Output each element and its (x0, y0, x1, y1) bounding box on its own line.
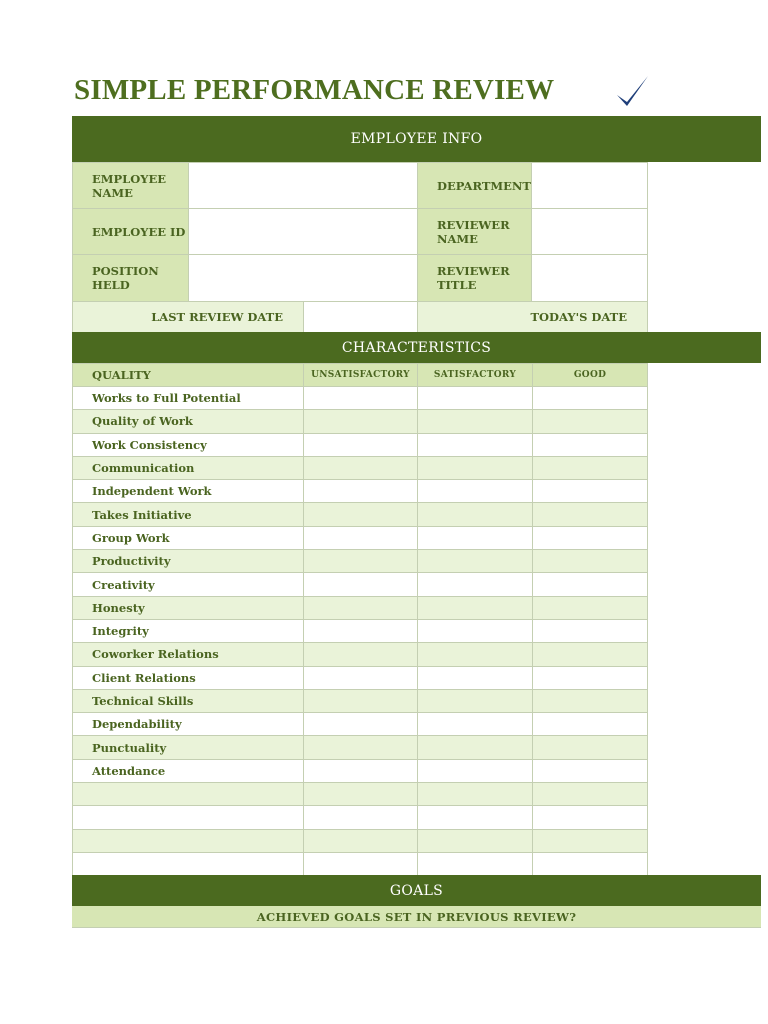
characteristics-header-label: CHARACTERISTICS (341, 339, 492, 356)
checkmark-icon (614, 73, 654, 113)
quality-label: Quality of Work (73, 410, 304, 433)
satisfactory-rating-cell[interactable] (418, 503, 533, 526)
good-rating-cell[interactable] (533, 503, 648, 526)
satisfactory-rating-cell[interactable] (418, 713, 533, 736)
table-row (73, 806, 648, 829)
quality-label: Punctuality (73, 736, 304, 759)
good-rating-cell[interactable] (533, 526, 648, 549)
todays-date-label: TODAY'S DATE (418, 302, 648, 333)
reviewer-name-field[interactable] (532, 209, 648, 255)
quality-label: Productivity (73, 550, 304, 573)
quality-label: Technical Skills (73, 689, 304, 712)
goals-header (72, 875, 761, 906)
table-row (73, 550, 648, 573)
unsatisfactory-rating-cell[interactable] (304, 503, 418, 526)
satisfactory-rating-cell[interactable] (418, 643, 533, 666)
unsatisfactory-rating-cell[interactable] (304, 689, 418, 712)
satisfactory-rating-cell[interactable] (418, 573, 533, 596)
employee-info-header-label: EMPLOYEE INFO (350, 131, 483, 147)
unsatisfactory-rating-cell[interactable] (304, 829, 418, 852)
good-rating-cell[interactable] (533, 550, 648, 573)
characteristics-table (72, 363, 648, 876)
quality-label: Honesty (73, 596, 304, 619)
employee-id-label: EMPLOYEE ID (73, 209, 189, 255)
quality-label: Attendance (73, 759, 304, 782)
table-row (73, 387, 648, 410)
quality-label: Takes Initiative (73, 503, 304, 526)
satisfactory-rating-cell[interactable] (418, 852, 533, 875)
goals-question-bar (72, 906, 761, 928)
employee-info-header (72, 116, 761, 162)
satisfactory-column-header: SATISFACTORY (418, 364, 533, 387)
quality-label: Group Work (73, 526, 304, 549)
unsatisfactory-rating-cell[interactable] (304, 736, 418, 759)
unsatisfactory-rating-cell[interactable] (304, 852, 418, 875)
satisfactory-rating-cell[interactable] (418, 550, 533, 573)
table-row (73, 503, 648, 526)
unsatisfactory-rating-cell[interactable] (304, 550, 418, 573)
table-row (73, 852, 648, 875)
quality-column-header: QUALITY (73, 364, 304, 387)
employee-info-table (72, 162, 648, 302)
good-rating-cell[interactable] (533, 852, 648, 875)
unsatisfactory-rating-cell[interactable] (304, 759, 418, 782)
last-review-date-label: LAST REVIEW DATE (73, 302, 304, 333)
reviewer-title-field[interactable] (532, 255, 648, 302)
quality-rows (73, 387, 648, 876)
quality-label: Dependability (73, 713, 304, 736)
satisfactory-rating-cell[interactable] (418, 666, 533, 689)
table-row (73, 410, 648, 433)
page-title: SIMPLE PERFORMANCE REVIEW (74, 74, 555, 106)
quality-label: Integrity (73, 619, 304, 642)
satisfactory-rating-cell[interactable] (418, 736, 533, 759)
reviewer-name-label: REVIEWER NAME (418, 209, 532, 255)
quality-label: Work Consistency (73, 433, 304, 456)
good-rating-cell[interactable] (533, 829, 648, 852)
reviewer-title-label: REVIEWER TITLE (418, 255, 532, 302)
table-row (73, 480, 648, 503)
unsatisfactory-rating-cell[interactable] (304, 666, 418, 689)
satisfactory-rating-cell[interactable] (418, 526, 533, 549)
quality-label: Independent Work (73, 480, 304, 503)
good-rating-cell[interactable] (533, 480, 648, 503)
satisfactory-rating-cell[interactable] (418, 480, 533, 503)
good-rating-cell[interactable] (533, 387, 648, 410)
department-field[interactable] (532, 163, 648, 209)
quality-label: Works to Full Potential (73, 387, 304, 410)
quality-label: Coworker Relations (73, 643, 304, 666)
satisfactory-rating-cell[interactable] (418, 596, 533, 619)
department-label: DEPARTMENT (418, 163, 532, 209)
table-row (73, 689, 648, 712)
table-row (73, 783, 648, 806)
unsatisfactory-rating-cell[interactable] (304, 783, 418, 806)
satisfactory-rating-cell[interactable] (418, 759, 533, 782)
good-rating-cell[interactable] (533, 573, 648, 596)
goals-question-label: ACHIEVED GOALS SET IN PREVIOUS REVIEW? (256, 909, 577, 924)
good-rating-cell[interactable] (533, 736, 648, 759)
good-rating-cell[interactable] (533, 410, 648, 433)
quality-label (73, 806, 304, 829)
satisfactory-rating-cell[interactable] (418, 689, 533, 712)
unsatisfactory-rating-cell[interactable] (304, 713, 418, 736)
unsatisfactory-rating-cell[interactable] (304, 573, 418, 596)
last-review-date-field[interactable] (304, 302, 418, 333)
good-rating-cell[interactable] (533, 666, 648, 689)
satisfactory-rating-cell[interactable] (418, 433, 533, 456)
goals-header-label: GOALS (389, 882, 444, 899)
unsatisfactory-rating-cell[interactable] (304, 643, 418, 666)
good-rating-cell[interactable] (533, 619, 648, 642)
good-rating-cell[interactable] (533, 596, 648, 619)
position-held-label: POSITION HELD (73, 255, 189, 302)
table-row (73, 713, 648, 736)
good-column-header: GOOD (533, 364, 648, 387)
unsatisfactory-rating-cell[interactable] (304, 410, 418, 433)
satisfactory-rating-cell[interactable] (418, 410, 533, 433)
unsatisfactory-rating-cell[interactable] (304, 526, 418, 549)
unsatisfactory-column-header: UNSATISFACTORY (304, 364, 418, 387)
table-row (73, 759, 648, 782)
good-rating-cell[interactable] (533, 713, 648, 736)
table-row (73, 643, 648, 666)
good-rating-cell[interactable] (533, 783, 648, 806)
good-rating-cell[interactable] (533, 806, 648, 829)
table-row (73, 619, 648, 642)
satisfactory-rating-cell[interactable] (418, 783, 533, 806)
table-row (73, 433, 648, 456)
table-row (73, 666, 648, 689)
employee-name-field[interactable] (189, 163, 418, 209)
unsatisfactory-rating-cell[interactable] (304, 433, 418, 456)
table-row (73, 526, 648, 549)
unsatisfactory-rating-cell[interactable] (304, 480, 418, 503)
quality-label (73, 783, 304, 806)
good-rating-cell[interactable] (533, 759, 648, 782)
good-rating-cell[interactable] (533, 433, 648, 456)
satisfactory-rating-cell[interactable] (418, 387, 533, 410)
employee-name-label: EMPLOYEE NAME (73, 163, 189, 209)
satisfactory-rating-cell[interactable] (418, 806, 533, 829)
review-dates-table (72, 301, 648, 333)
unsatisfactory-rating-cell[interactable] (304, 806, 418, 829)
good-rating-cell[interactable] (533, 456, 648, 479)
satisfactory-rating-cell[interactable] (418, 829, 533, 852)
table-row (73, 596, 648, 619)
table-row (73, 829, 648, 852)
table-row (73, 456, 648, 479)
quality-label: Creativity (73, 573, 304, 596)
good-rating-cell[interactable] (533, 689, 648, 712)
employee-id-field[interactable] (189, 209, 418, 255)
quality-label: Communication (73, 456, 304, 479)
unsatisfactory-rating-cell[interactable] (304, 596, 418, 619)
table-row (73, 573, 648, 596)
quality-label (73, 829, 304, 852)
quality-label (73, 852, 304, 875)
satisfactory-rating-cell[interactable] (418, 619, 533, 642)
good-rating-cell[interactable] (533, 643, 648, 666)
characteristics-header (72, 332, 761, 363)
position-held-field[interactable] (189, 255, 418, 302)
table-row (73, 736, 648, 759)
quality-label: Client Relations (73, 666, 304, 689)
unsatisfactory-rating-cell[interactable] (304, 619, 418, 642)
satisfactory-rating-cell[interactable] (418, 456, 533, 479)
unsatisfactory-rating-cell[interactable] (304, 456, 418, 479)
unsatisfactory-rating-cell[interactable] (304, 387, 418, 410)
